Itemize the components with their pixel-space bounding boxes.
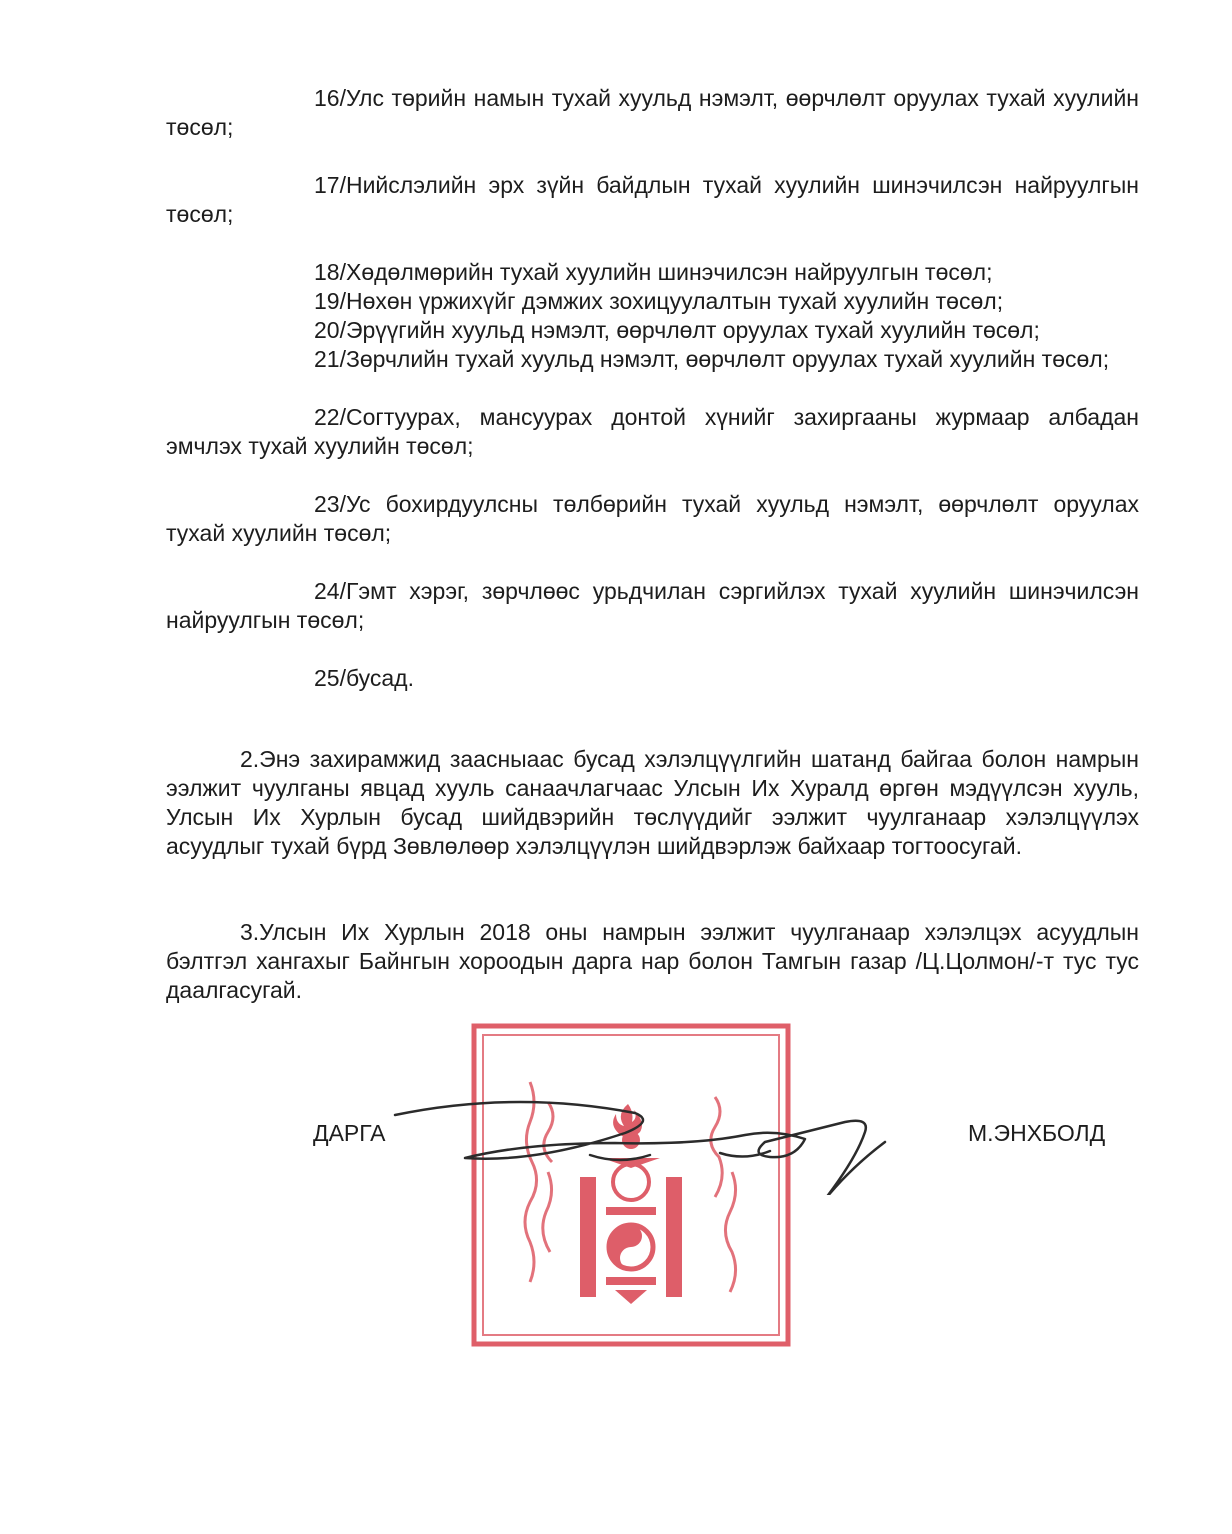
list-item: 17/Нийслэлийн эрх зүйн байдлын тухай хуулийн шинэчилсэн найруулгын төсөл; (166, 172, 1139, 227)
list-item: 25/бусад. (314, 665, 414, 691)
signatory-name: М.ЭНХБОЛД (968, 1120, 1106, 1146)
paragraph-3: 3.Улсын Их Хурлын 2018 оны намрын ээлжит чуулганаар хэлэлцэх асуудлын бэлтгэл хангахыг Байнгын хороодын дарга нар болон Тамгын газар /Ц.Цолмон/-т тус тус даалгасугай. (166, 919, 1139, 1003)
paragraph-2: 2.Энэ захирамжид заасныаас бусад хэлэлцүүлгийн шатанд байгаа болон намрын ээлжит чуулганы явцад хууль санаачлагчаас Улсын Их Хуралд өргөн мэдүүлсэн хууль, Улсын Их Хурлын бусад шийдвэрийн төслүүдийг ээлжит чуулганаар хэлэлцүүлэх асуудлыг тухай бүрд Зөвлөлөөр хэлэлцүүлэн шийдвэрлэж байхаар тогтоосугай. (166, 746, 1139, 859)
list-item: 22/Согтуурах, мансуурах донтой хүнийг захиргааны журмаар албадан эмчлэх тухай хуулийн төсөл; (166, 404, 1139, 459)
list-item: 19/Нөхөн үржихүйг дэмжих зохицуулалтын тухай хуулийн төсөл; (314, 288, 1004, 314)
signatory-title: ДАРГА (313, 1120, 386, 1146)
list-item: 24/Гэмт хэрэг, зөрчлөөс урьдчилан сэргийлэх тухай хуулийн шинэчилсэн найруулгын төсөл; (166, 578, 1139, 633)
list-item: 16/Улс төрийн намын тухай хуульд нэмэлт, өөрчлөлт оруулах тухай хуулийн төсөл; (166, 85, 1139, 140)
list-item: 20/Эрүүгийн хуульд нэмэлт, өөрчлөлт оруулах тухай хуулийн төсөл; (314, 317, 1040, 343)
agenda-list (166, 84, 1139, 693)
list-item: 18/Хөдөлмөрийн тухай хуулийн шинэчилсэн найруулгын төсөл; (314, 259, 993, 285)
list-item: 21/Зөрчлийн тухай хуульд нэмэлт, өөрчлөлт оруулах тухай хуулийн төсөл; (314, 346, 1110, 372)
signature-icon (390, 1085, 960, 1195)
list-item: 23/Ус бохирдуулсны төлбөрийн тухай хуульд нэмэлт, өөрчлөлт оруулах тухай хуулийн төсөл; (166, 491, 1139, 546)
